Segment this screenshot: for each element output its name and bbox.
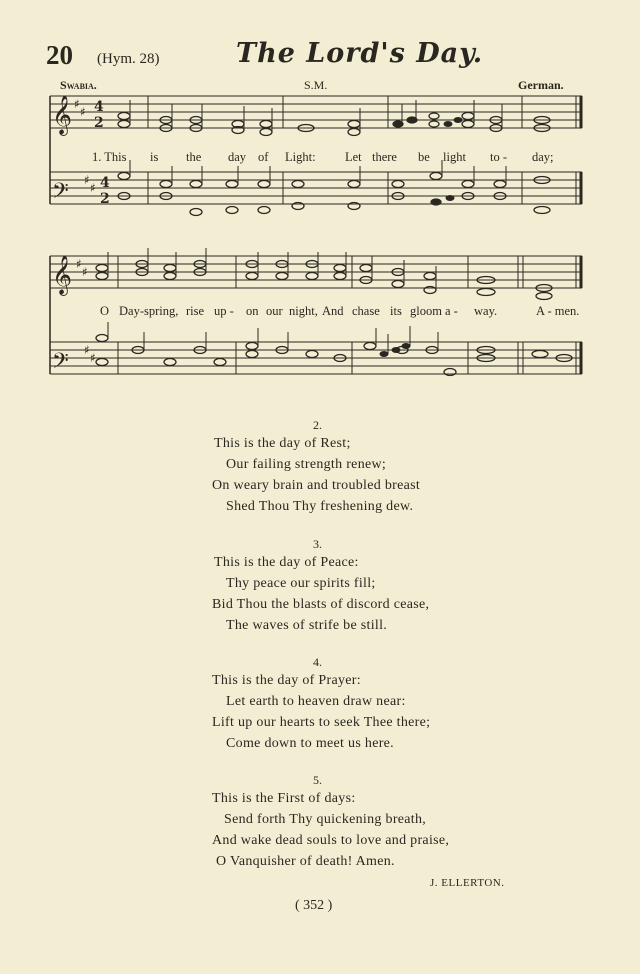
lyric: day xyxy=(228,150,247,164)
lyric: the xyxy=(186,150,202,164)
verse-line: On weary brain and troubled breast xyxy=(212,478,421,493)
svg-text:♯: ♯ xyxy=(82,265,88,279)
verse-line: And wake dead souls to love and praise, xyxy=(212,833,450,848)
svg-text:♯: ♯ xyxy=(84,173,90,187)
music-score xyxy=(0,0,640,400)
verse-line: This is the day of Peace: xyxy=(214,555,359,570)
lyric: is xyxy=(150,150,159,164)
lyric: O xyxy=(100,304,110,318)
verse-line: Send forth Thy quickening breath, xyxy=(224,812,427,827)
verse-line: Come down to meet us here. xyxy=(226,736,394,751)
hymn-reference: (Hym. 28) xyxy=(97,51,160,67)
verse-line: Let earth to heaven draw near: xyxy=(226,694,406,709)
svg-text:2: 2 xyxy=(94,115,104,131)
verse-line: Lift up our hearts to seek Thee there; xyxy=(212,715,431,730)
svg-text:♯: ♯ xyxy=(74,97,80,111)
verse-line: O Vanquisher of death! Amen. xyxy=(216,854,395,869)
verse-line: Shed Thou Thy freshening dew. xyxy=(226,499,414,514)
svg-text:4: 4 xyxy=(100,175,110,191)
lyric: to - xyxy=(490,150,508,164)
tune-name: Swabia. xyxy=(60,78,97,92)
verse-line: Bid Thou the blasts of discord cease, xyxy=(212,597,430,612)
bass-clef-icon: 𝄢 xyxy=(52,179,69,209)
lyric: be xyxy=(418,150,430,164)
svg-text:♯: ♯ xyxy=(90,351,96,365)
lyric: of xyxy=(258,150,269,164)
lyric: A - men. xyxy=(536,304,580,318)
verse-line: The waves of strife be still. xyxy=(226,618,388,633)
lyric: a - xyxy=(445,304,458,318)
lyric: our xyxy=(266,304,283,318)
lyric: 1. This xyxy=(92,150,127,164)
svg-text:♯: ♯ xyxy=(80,105,86,119)
svg-text:2: 2 xyxy=(100,191,110,207)
lyric: day; xyxy=(532,150,554,164)
verse-line: This is the First of days: xyxy=(212,791,356,806)
verse-line: This is the day of Prayer: xyxy=(212,673,361,688)
lyric: Let xyxy=(345,150,362,164)
lyric: way. xyxy=(474,304,498,318)
verse-line: Our failing strength renew; xyxy=(226,457,387,472)
hymn-number: 20 xyxy=(46,40,73,70)
lyric: its xyxy=(390,304,402,318)
treble-clef-icon: 𝄞 xyxy=(52,255,73,295)
verse-number: 2. xyxy=(313,418,322,432)
lyric: gloom xyxy=(410,304,442,318)
hymn-title: The Lord's Day. xyxy=(236,38,484,69)
verse-number: 3. xyxy=(313,537,322,551)
staff-lines xyxy=(50,96,582,374)
verse-number: 4. xyxy=(313,655,322,669)
lyric: light xyxy=(443,150,466,164)
lyric: there xyxy=(372,150,397,164)
author: J. ELLERTON. xyxy=(430,877,505,889)
lyric: chase xyxy=(352,304,380,318)
lyric: rise xyxy=(186,304,205,318)
lyric: night, xyxy=(289,304,318,318)
svg-text:♯: ♯ xyxy=(90,181,96,195)
meter: S.M. xyxy=(304,78,328,92)
verse-line: This is the day of Rest; xyxy=(214,436,351,451)
svg-text:♯: ♯ xyxy=(76,257,82,271)
clefs xyxy=(52,95,110,379)
lyric: And xyxy=(322,304,344,318)
lyric: Light: xyxy=(285,150,316,164)
bass-clef-icon: 𝄢 xyxy=(52,349,69,379)
page-number: ( 352 ) xyxy=(295,898,333,913)
svg-text:4: 4 xyxy=(94,99,104,115)
lyric: up - xyxy=(214,304,234,318)
verse-line: Thy peace our spirits fill; xyxy=(226,576,376,591)
svg-text:♯: ♯ xyxy=(84,343,90,357)
treble-clef-icon: 𝄞 xyxy=(52,95,73,135)
tune-origin: German. xyxy=(518,78,564,92)
lyric: on xyxy=(246,304,259,318)
verse-number: 5. xyxy=(313,773,322,787)
lyric: Day-spring, xyxy=(119,304,179,318)
